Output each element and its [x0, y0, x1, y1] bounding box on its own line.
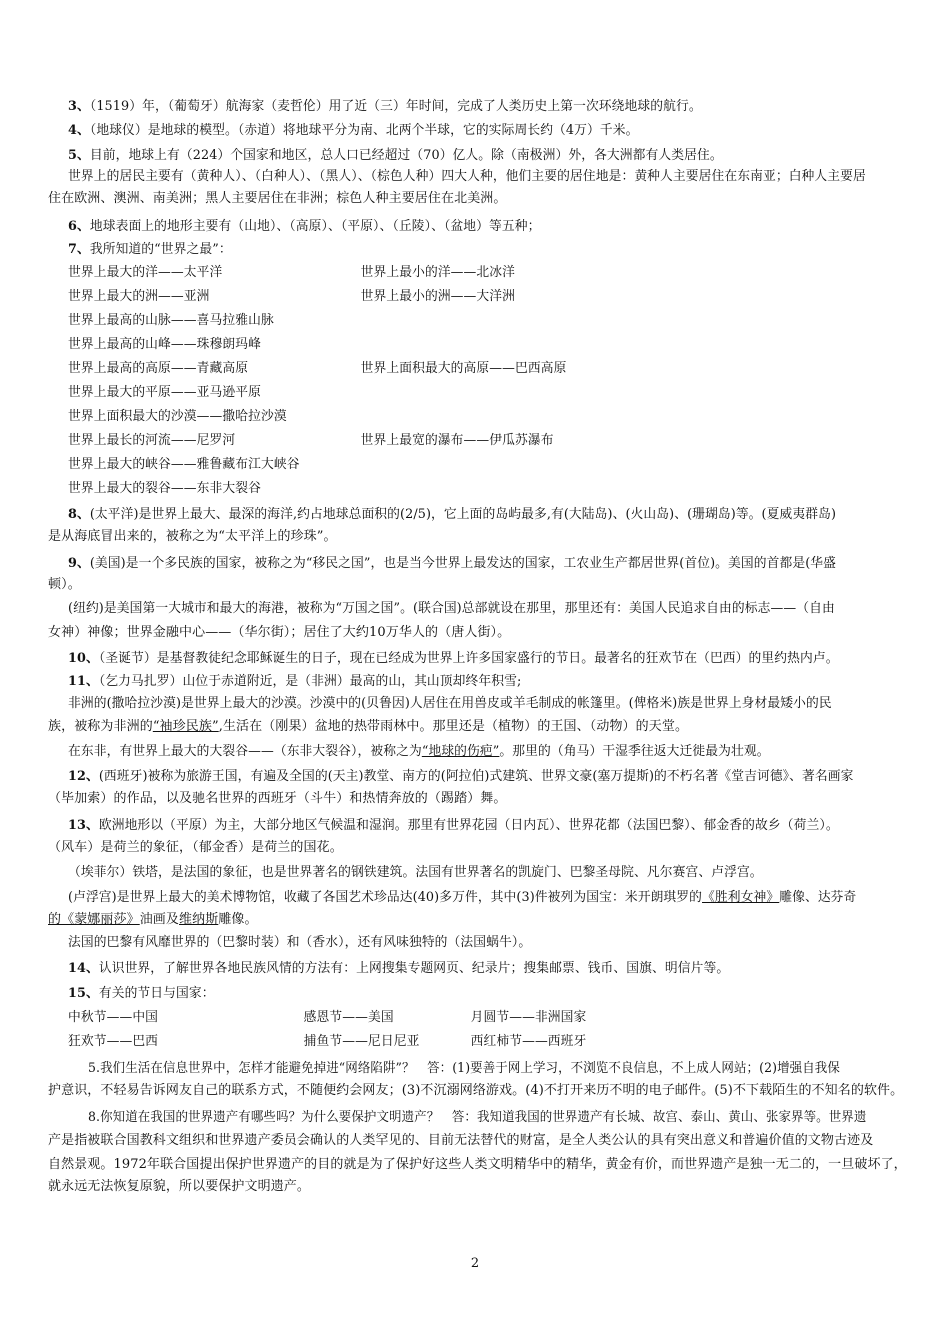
- item-number: 6、: [68, 219, 90, 234]
- item-text: (太平洋)是世界上最大、最深的海洋,约占地球总面积的(2/5)，它上面的岛屿最多,有(大陆岛)、(火山岛)、(珊瑚岛)等。(夏威夷群岛): [89, 507, 837, 522]
- item-15: [68, 983, 932, 1005]
- item-10: [68, 648, 932, 670]
- superlative-row: [68, 334, 932, 356]
- festival-entry: 月圆节——非洲国家: [470, 1010, 587, 1025]
- item-14: [68, 958, 932, 980]
- festival-entry: 感恩节——美国: [303, 1010, 394, 1025]
- item-number: 10、: [68, 651, 99, 666]
- question-8-cont: 自然景观。1972年联合国提出保护世界遗产的目的就是为了保护好这些人类文明精华中的精华，黄金有价，而世界遗产是独一无二的，一旦破坏了，: [48, 1157, 907, 1172]
- superlative-row: [68, 382, 932, 404]
- superlative-left: 世界上最大的峡谷——雅鲁藏布江大峡谷: [68, 457, 300, 472]
- festival-entry: 西红柿节——西班牙: [470, 1034, 587, 1049]
- item-number: 5、: [68, 148, 90, 163]
- page-number: 2: [470, 1256, 480, 1271]
- question-8-cont: 产是指被联合国教科文组织和世界遗产委员会确认的人类罕见的、目前无法替代的财富，是全人类公认的具有突出意义和普遍价值的文物古迹及: [48, 1133, 874, 1148]
- item-7: [68, 239, 932, 261]
- item-number: 13、: [68, 818, 99, 833]
- festival-row: [68, 1007, 932, 1029]
- superlative-right: 世界上面积最大的高原——巴西高原: [360, 361, 567, 376]
- superlative-row: [68, 406, 932, 428]
- question-5: 5.我们生活在信息世界中，怎样才能避免掉进“网络陷阱”？ 答：(1)要善于网上学习，不浏览不良信息，不上成人网站；(2)增强自我保: [88, 1061, 840, 1076]
- item-9-para2: (纽约)是美国第一大城市和最大的海港，被称为“万国之国”。(联合国)总部就设在那里，那里还有：美国人民追求自由的标志——（自由: [68, 601, 835, 616]
- item-12: [68, 766, 932, 788]
- item-13-cont: （风车）是荷兰的象征，（郁金香）是荷兰的国花。: [48, 840, 343, 855]
- item-text: （乞力马扎罗）山位于赤道附近，是（非洲）最高的山，其山顶却终年积雪;: [98, 674, 522, 689]
- text-segment: (卢浮宫)是世界上最大的美术博物馆，收藏了各国艺术珍品达(40)多万件，其中(3)件被列为国宝：米开朗琪罗的: [68, 890, 703, 905]
- superlative-row: [68, 478, 932, 500]
- superlative-left: 世界上最高的山峰——珠穆朗玛峰: [68, 337, 261, 352]
- item-11-para2: 非洲的(撒哈拉沙漠)是世界上最大的沙漠。沙漠中的(贝鲁因)人居住在用兽皮或羊毛制成的帐篷里。(俾格米)族是世界上身材最矮小的民: [68, 696, 832, 711]
- festival-entry: 中秋节——中国: [68, 1010, 159, 1025]
- superlative-right: 世界上最宽的瀑布——伊瓜苏瀑布: [360, 433, 554, 448]
- superlative-row: [68, 430, 932, 452]
- text-segment: 。那里的（角马）干湿季往返大迁徙最为壮观。: [499, 744, 770, 759]
- text-segment: 油画及: [139, 912, 180, 927]
- item-9-cont: 顿）。: [48, 577, 81, 592]
- underlined-term: “袖珍民族”: [152, 719, 219, 734]
- superlative-left: 世界上最大的裂谷——东非大裂谷: [68, 481, 261, 496]
- question-8: 8.你知道在我国的世界遗产有哪些吗？为什么要保护文明遗产？ 答：我知道我国的世界遗产有长城、故宫、泰山、黄山、张家界等。世界遗: [88, 1110, 867, 1125]
- item-number: 8、: [68, 507, 90, 522]
- superlative-row: [68, 358, 932, 380]
- item-11-para3: [68, 741, 932, 763]
- item-9-para2-cont: 女神）神像；世界金融中心——（华尔街）；居住了大约10万华人的（唐人街）。: [48, 625, 511, 640]
- item-13-para3: [68, 887, 932, 909]
- item-number: 3、: [68, 99, 90, 114]
- item-number: 7、: [68, 242, 90, 257]
- underlined-term: 维纳斯: [179, 912, 219, 927]
- superlative-right: 世界上最小的洋——北冰洋: [360, 265, 516, 280]
- item-text: 认识世界，了解世界各地民族风情的方法有：上网搜集专题网页、纪录片；搜集邮票、钱币、国旗、明信片等。: [98, 961, 730, 976]
- item-text: (美国)是一个多民族的国家，被称之为“移民之国”，也是当今世界上最发达的国家，工农业生产都居世界(首位)。美国的首都是(华盛: [89, 556, 837, 571]
- item-13: [68, 815, 932, 837]
- item-11: [68, 671, 932, 693]
- item-3: [68, 96, 932, 118]
- text-segment: ,生活在（刚果）盆地的热带雨林中。那里还是（植物）的王国、（动物）的天堂。: [218, 719, 689, 734]
- item-9: [68, 553, 932, 575]
- festival-row: [68, 1031, 932, 1053]
- underlined-term: 的《蒙娜丽莎》: [48, 912, 140, 927]
- item-number: 11、: [68, 674, 99, 689]
- superlative-left: 世界上最大的洲——亚洲: [68, 289, 210, 304]
- text-segment: 族，被称为非洲的: [48, 719, 153, 734]
- superlative-left: 世界上最高的高原——青藏高原: [68, 361, 249, 376]
- question-8-cont: 就永远无法恢复原貌，所以要保护文明遗产。: [48, 1179, 311, 1194]
- item-text: （1519）年，（葡萄牙）航海家（麦哲伦）用了近（三）年时间，完成了人类历史上第一次环绕地球的航行。: [89, 99, 702, 114]
- item-4: [68, 120, 932, 142]
- superlative-row: [68, 310, 932, 332]
- item-text: 欧洲地形以（平原）为主，大部分地区气候温和湿润。那里有世界花园（日内瓦）、世界花都（法国巴黎）、郁金香的故乡（荷兰）。: [98, 818, 839, 833]
- item-text: （圣诞节）是基督教徒纪念耶稣诞生的日子，现在已经成为世界上许多国家盛行的节日。最著名的狂欢节在（巴西）的里约热内卢。: [98, 651, 839, 666]
- item-text: 有关的节日与国家：: [98, 986, 215, 1001]
- underlined-term: “地球的伤疤”: [421, 744, 500, 759]
- item-8-cont: 是从海底冒出来的，被称之为“太平洋上的珍珠”。: [48, 529, 337, 544]
- item-12-cont: （毕加索）的作品，以及驰名世界的西班牙（斗牛）和热情奔放的（踢踏）舞。: [48, 791, 507, 806]
- festival-entry: 捕鱼节——尼日尼亚: [303, 1034, 420, 1049]
- text-segment: 在东非，有世界上最大的大裂谷——（东非大裂谷），被称之为: [68, 744, 422, 759]
- superlative-row: [68, 262, 932, 284]
- item-5-extra-2: 住在欧洲、澳洲、南美洲；黑人主要居住在非洲；棕色人种主要居住在北美洲。: [48, 191, 507, 206]
- item-8: [68, 504, 932, 526]
- item-number: 9、: [68, 556, 90, 571]
- superlative-row: [68, 454, 932, 476]
- question-5-cont: 护意识，不轻易告诉网友自己的联系方式，不随便约会网友；(3)不沉溺网络游戏。(4)不打开来历不明的电子邮件。(5)不下载陌生的不知名的软件。: [48, 1083, 904, 1098]
- item-text: 我所知道的“世界之最”：: [89, 242, 232, 257]
- item-text: (西班牙)被称为旅游王国，有遍及全国的(天主)教堂、南方的(阿拉伯)式建筑、世界文豪(塞万提斯)的不朽名著《堂吉诃德》、著名画家: [98, 769, 854, 784]
- festival-entry: 狂欢节——巴西: [68, 1034, 159, 1049]
- item-text: 地球表面上的地形主要有（山地）、（高原）、（平原）、（丘陵）、（盆地）等五种；: [89, 219, 541, 234]
- superlative-left: 世界上最长的河流——尼罗河: [68, 433, 236, 448]
- item-number: 4、: [68, 123, 90, 138]
- underlined-term: 《胜利女神》: [702, 890, 780, 905]
- superlative-row: [68, 286, 932, 308]
- item-11-para2-cont: [48, 716, 928, 738]
- item-13-para3-cont: [48, 909, 928, 931]
- item-number: 15、: [68, 986, 99, 1001]
- item-5-extra-1: 世界上的居民主要有（黄种人）、（白种人）、（黑人）、（棕色人种）四大人种，他们主要的居住地是：黄种人主要居住在东南亚；白种人主要居: [68, 169, 866, 184]
- superlative-left: 世界上最大的平原——亚马逊平原: [68, 385, 261, 400]
- item-number: 12、: [68, 769, 99, 784]
- text-segment: 雕像。: [218, 912, 258, 927]
- item-5: [68, 145, 932, 167]
- superlative-left: 世界上最高的山脉——喜马拉雅山脉: [68, 313, 274, 328]
- superlative-left: 世界上最大的洋——太平洋: [68, 265, 223, 280]
- item-text: （地球仪）是地球的模型。（赤道）将地球平分为南、北两个半球，它的实际周长约（4万）千米。: [89, 123, 639, 138]
- text-segment: 雕像、达芬奇: [779, 890, 857, 905]
- item-number: 14、: [68, 961, 99, 976]
- item-13-para2: （埃菲尔）铁塔，是法国的象征，也是世界著名的钢铁建筑。法国有世界著名的凯旋门、巴黎圣母院、凡尔赛宫、卢浮宫。: [68, 865, 763, 880]
- superlative-right: 世界上最小的洲——大洋洲: [360, 289, 516, 304]
- item-text: 目前，地球上有（224）个国家和地区，总人口已经超过（70）亿人。除（南极洲）外，各大洲都有人类居住。: [89, 148, 723, 163]
- item-13-para4: 法国的巴黎有风靡世界的（巴黎时装）和（香水），还有风味独特的（法国蜗牛）。: [68, 935, 532, 950]
- item-6: [68, 216, 932, 238]
- superlative-left: 世界上面积最大的沙漠——撒哈拉沙漠: [68, 409, 287, 424]
